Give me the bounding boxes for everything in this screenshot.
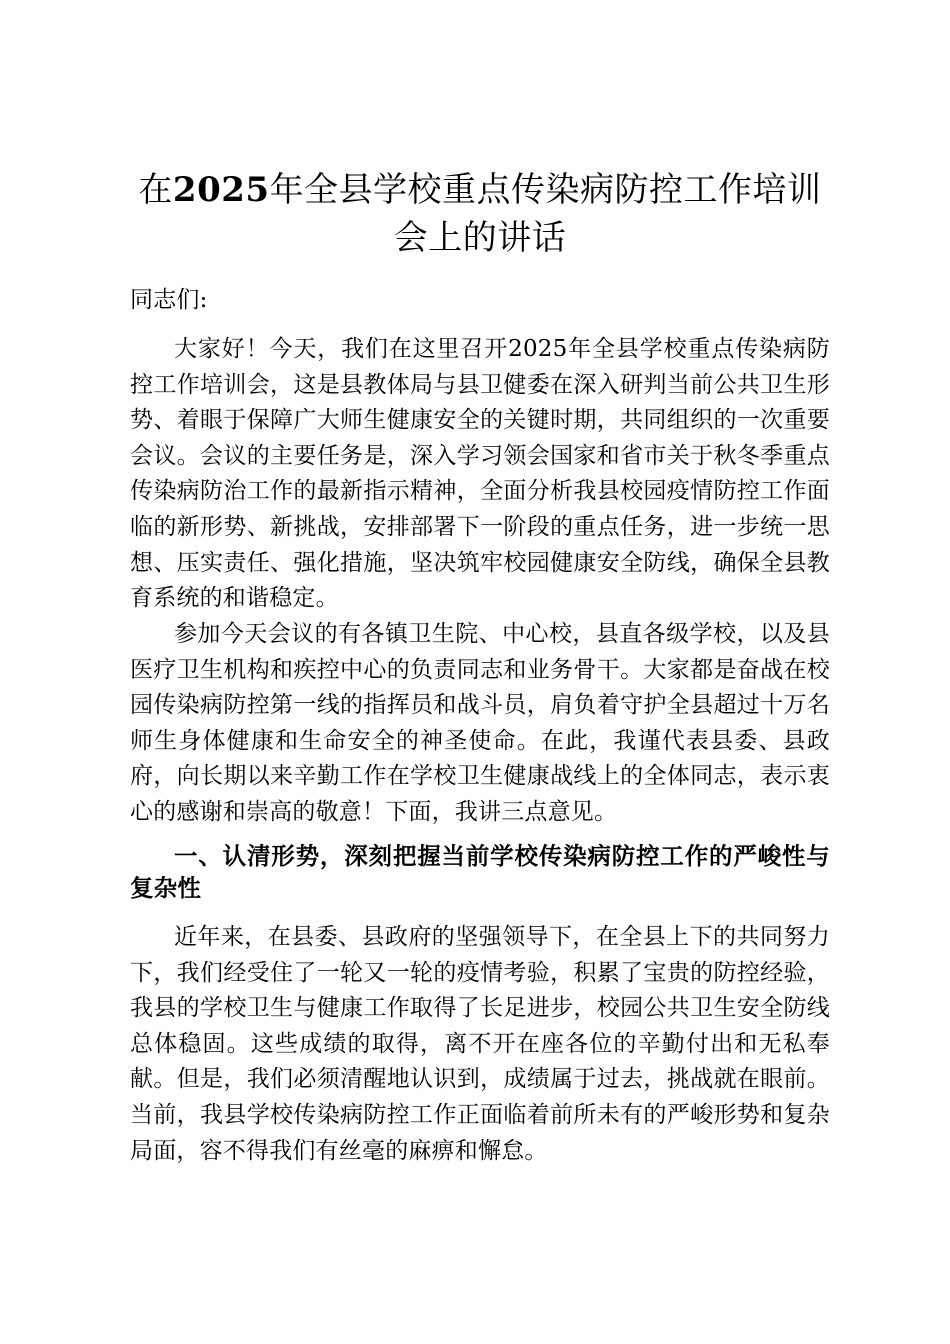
document-title [130, 166, 830, 262]
section-heading: 一、认清形势，深刻把握当前学校传染病防控工作的严峻性与复杂性 [130, 842, 830, 902]
section-paragraph: 近年来，在县委、县政府的坚强领导下，在全县上下的共同努力下，我们经受住了一轮又一轮的疫情考验，积累了宝贵的防控经验，我县的学校卫生与健康工作取得了长足进步，校园公共卫生安全防线总体稳固。这些成绩的取得，离不开在座各位的辛勤付出和无私奉献。但是，我们必须清醒地认识到，成绩属于过去，挑战就在眼前。当前，我县学校传染病防控工作正面临着前所未有的严峻形势和复杂局面，容不得我们有丝毫的麻痹和懈怠。 [130, 924, 830, 1164]
salutation: 同志们: [130, 287, 208, 313]
title-suffix: 年全县学校重点传染病防控工作培训会上的讲话 [269, 170, 822, 258]
attendees-paragraph: 参加今天会议的有各镇卫生院、中心校，县直各级学校，以及县医疗卫生机构和疾控中心的负责同志和业务骨干。大家都是奋战在校园传染病防控第一线的指挥员和战斗员，肩负着守护全县超过十万名师生身体健康和生命安全的神圣使命。在此，我谨代表县委、县政府，向长期以来辛勤工作在学校卫生健康战线上的全体同志，表示衷心的感谢和崇高的敬意！下面，我讲三点意见。 [130, 621, 830, 825]
opening-paragraph: 大家好！今天，我们在这里召开2025年全县学校重点传染病防控工作培训会，这是县教体局与县卫健委在深入研判当前公共卫生形势、着眼于保障广大师生健康安全的关键时期，共同组织的一次重要会议。会议的主要任务是，深入学习领会国家和省市关于秋冬季重点传染病防治工作的最新指示精神，全面分析我县校园疫情防控工作面临的新形势、新挑战，安排部署下一阶段的重点任务，进一步统一思想、压实责任、强化措施，坚决筑牢校园健康安全防线，确保全县教育系统的和谐稳定。 [130, 336, 830, 612]
title-prefix: 在 [138, 170, 173, 210]
title-year: 2025 [172, 170, 270, 210]
